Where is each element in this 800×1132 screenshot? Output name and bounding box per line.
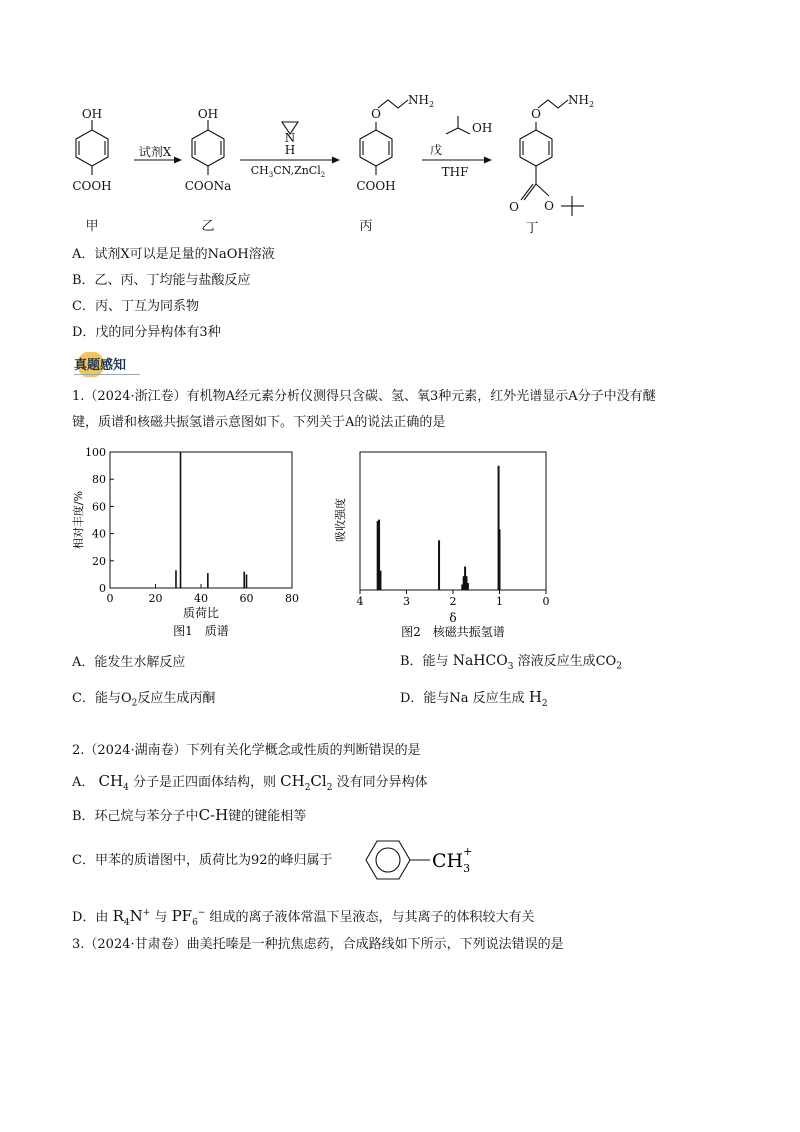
q3-stem: 3.（2024·甘肃卷）曲美托嗪是一种抗焦虑药，合成路线如下所示，下列说法错误的是 xyxy=(72,937,564,952)
q1-stem-line2: 键，质谱和核磁共振氢谱示意图如下。下列关于A的说法正确的是 xyxy=(72,415,446,430)
benzene-ring-jia xyxy=(76,120,108,175)
ms-title: 图1 质谱 xyxy=(173,624,229,638)
conditions-label: $CH_3CN,ZnCl_2$ xyxy=(250,164,326,179)
arrow-head-1 xyxy=(174,157,182,164)
ms-ytick-label: 60 xyxy=(92,500,106,514)
benzene-ring-bing xyxy=(360,100,408,175)
q1-option-d: D．能与Na 反应生成 $H_2$ xyxy=(400,688,548,709)
nh2-label-ding: $NH_2$ xyxy=(568,93,595,109)
nmr-title: 图2 核磁共振氢谱 xyxy=(401,625,505,639)
compound-label-ding: 丁 xyxy=(525,221,539,236)
ms-xtick-label: 20 xyxy=(148,592,163,605)
nh2-label-bing: $NH_2$ xyxy=(408,93,435,109)
section-badge-label: 真题感知 xyxy=(74,358,127,373)
prev-option-c: C．丙、丁互为同系物 xyxy=(72,299,199,314)
prev-option-b: B．乙、丙、丁均能与盐酸反应 xyxy=(72,273,251,288)
q1-option-c: C．能与$O_2$反应生成丙酮 xyxy=(72,691,216,709)
oh-label-yi: OH xyxy=(197,107,219,121)
nmr-xlabel: δ xyxy=(449,611,457,625)
nmr-plot-frame xyxy=(360,452,546,590)
nmr-chart xyxy=(320,440,570,650)
compound-label-bing: 丙 xyxy=(359,219,373,234)
ms-ytick-label: 20 xyxy=(92,554,106,568)
q2-option-d: D．由 $R_4N^+$ 与 $PF_6^-$ 组成的离子液体常温下呈液态，与其离子的体积较大有关 xyxy=(72,907,535,928)
benzene-ring-toluene xyxy=(366,841,410,879)
nmr-xtick-label: 0 xyxy=(542,595,550,608)
ms-ytick-label: 80 xyxy=(92,473,106,487)
badge-underline xyxy=(74,374,140,375)
q1-option-a: A．能发生水解反应 xyxy=(72,655,186,670)
nmr-xtick-label: 1 xyxy=(496,595,503,608)
ms-xtick-label: 0 xyxy=(106,592,114,605)
benzene-ring-yi xyxy=(192,120,224,175)
ms-xlabel: 质荷比 xyxy=(182,606,220,620)
q2-option-a: A． $CH_4$ 分子是正四面体结构，则 $CH_2Cl_2$ 没有同分异构体 xyxy=(72,772,428,793)
q1-stem-line1: 1.（2024·浙江卷）有机物A经元素分析仪测得只含碳、氢、氧3种元素，红外光谱显示A分子中没有醚 xyxy=(72,389,656,404)
compound-label-yi: 乙 xyxy=(201,219,215,234)
prev-option-d: D．戊的同分异构体有3种 xyxy=(72,325,221,340)
q1-option-b-formula: NaHCO$_3$ xyxy=(452,653,514,672)
arrow-head-3 xyxy=(484,157,492,164)
ms-plot-frame xyxy=(110,452,292,588)
aziridine-h-label: H xyxy=(284,143,296,157)
q1-option-b: B．能与 NaHCO$_3$ 溶液反应生成$CO_2$ xyxy=(400,653,622,672)
ms-xtick-label: 40 xyxy=(194,592,208,605)
o-label-ding: O xyxy=(531,107,541,121)
ms-ytick-label: 100 xyxy=(85,446,106,459)
ms-ytick-label: 40 xyxy=(92,527,106,541)
compound-label-jia: 甲 xyxy=(85,219,99,234)
prev-option-a: A．试剂X可以是足量的NaOH溶液 xyxy=(72,247,275,262)
reagent-wu-label: 戊 xyxy=(429,143,443,157)
q2-stem: 2.（2024·湖南卷）下列有关化学概念或性质的判断错误的是 xyxy=(72,743,421,758)
nmr-xtick-label: 2 xyxy=(449,595,457,608)
benzyl-cation-structure xyxy=(352,834,482,886)
ms-ylabel: 相对丰度/% xyxy=(72,490,85,550)
ms-xtick-label: 80 xyxy=(285,592,299,605)
nmr-xtick-label: 4 xyxy=(356,595,364,608)
arrow-head-2 xyxy=(332,157,340,164)
ester-o-label: O xyxy=(544,199,554,213)
q1-option-d-formula: $H_2$ xyxy=(528,688,548,709)
carbonyl-o-label: O xyxy=(509,200,519,214)
ch3-cation-label: $CH_3+$ xyxy=(432,845,473,875)
ms-xtick-label: 60 xyxy=(239,592,254,605)
oh-label-jia: OH xyxy=(81,107,103,121)
q2-option-c: C．甲苯的质谱图中，质荷比为92的峰归属于 xyxy=(72,853,333,868)
mass-spectrum-chart xyxy=(60,440,320,650)
tbuoh-oh-label: OH xyxy=(472,121,493,135)
ms-ytick-label: 0 xyxy=(99,582,106,595)
reaction-scheme xyxy=(0,0,800,240)
aziridine-n-label: N xyxy=(284,131,296,145)
tert-butanol-structure xyxy=(446,116,470,134)
section-badge xyxy=(70,352,144,377)
coona-label-yi: COONa xyxy=(184,179,232,193)
reagent-x-label: 试剂X xyxy=(138,145,172,159)
q2-option-b: B．环己烷与苯分子中C-H键的键能相等 xyxy=(72,806,307,824)
cooh-label-bing: COOH xyxy=(356,179,396,193)
thf-label: THF xyxy=(441,165,469,179)
nmr-xtick-label: 3 xyxy=(403,595,410,608)
cooh-label-jia: COOH xyxy=(72,179,112,193)
nmr-ylabel: 吸收强度 xyxy=(334,498,347,542)
o-label-bing: O xyxy=(371,107,381,121)
